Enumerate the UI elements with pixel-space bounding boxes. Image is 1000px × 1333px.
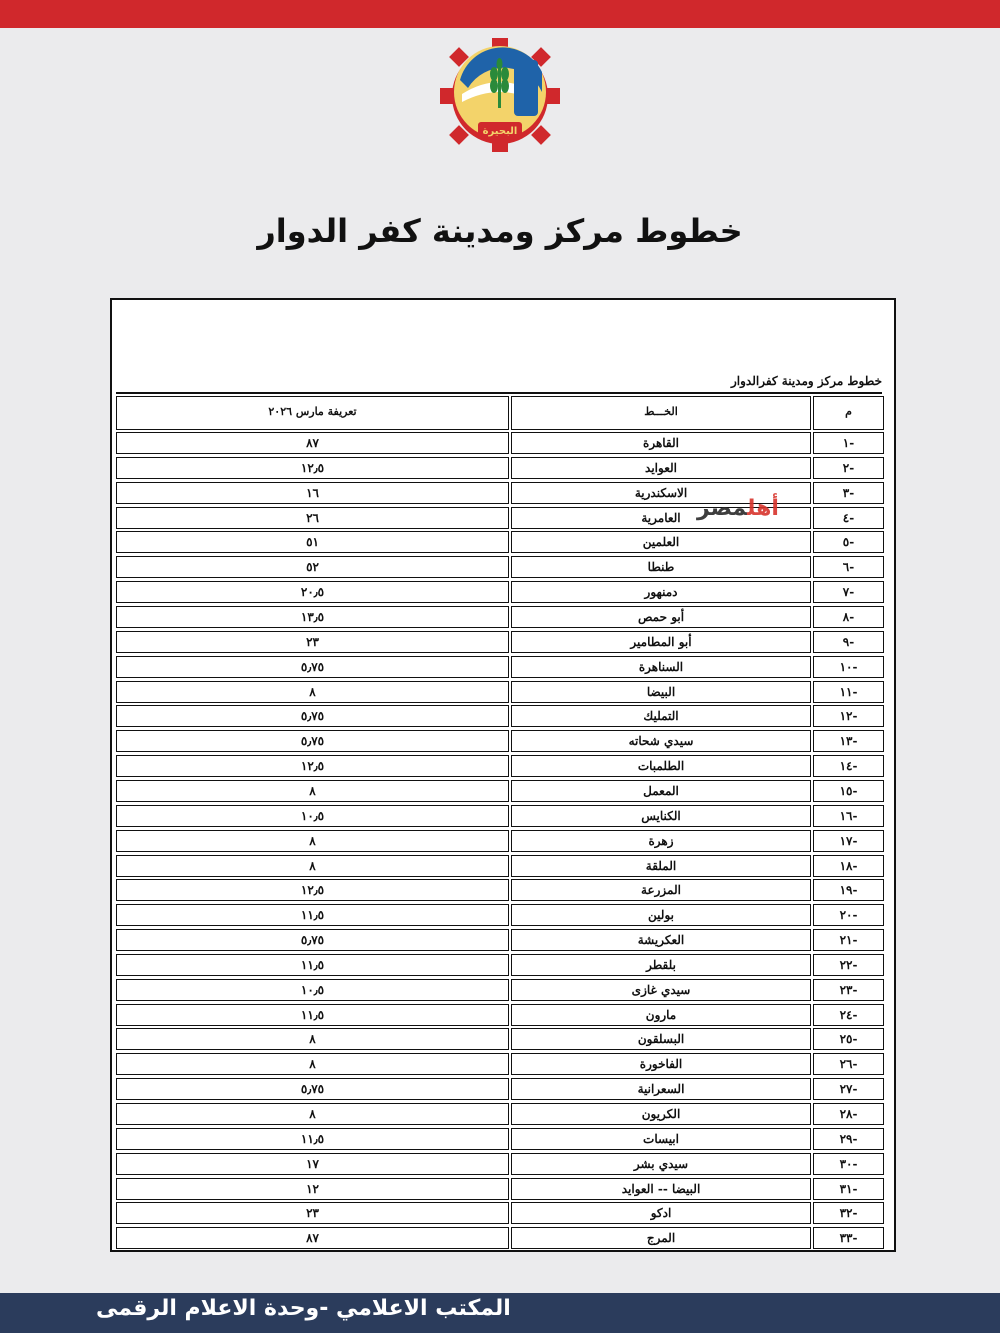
row-number-cell: -٢٠ — [813, 904, 884, 926]
line-name-cell: الفاخورة — [511, 1053, 811, 1075]
row-number-cell: -١ — [813, 432, 884, 454]
fare-cell: ١٦ — [116, 482, 509, 504]
row-number-cell: -٢٩ — [813, 1128, 884, 1150]
row-number-cell: -٢٢ — [813, 954, 884, 976]
fare-cell: ٥١ — [116, 531, 509, 553]
row-number-cell: -٢٨ — [813, 1103, 884, 1125]
row-number-cell: -٢٥ — [813, 1028, 884, 1050]
line-name-cell: الكنايس — [511, 805, 811, 827]
row-number-cell: -١٧ — [813, 830, 884, 852]
line-name-cell: القاهرة — [511, 432, 811, 454]
line-name-cell: مارون — [511, 1004, 811, 1026]
row-number-cell: -٢٧ — [813, 1078, 884, 1100]
line-name-cell: بولين — [511, 904, 811, 926]
fare-cell: ١١٫٥ — [116, 954, 509, 976]
row-number-cell: -١٣ — [813, 730, 884, 752]
line-name-cell: ادكو — [511, 1202, 811, 1224]
line-name-cell: الطلمبات — [511, 755, 811, 777]
row-number-cell: -٨ — [813, 606, 884, 628]
line-name-cell: العكريشة — [511, 929, 811, 951]
fare-cell: ٨ — [116, 1028, 509, 1050]
row-number-cell: -١٦ — [813, 805, 884, 827]
row-number-cell: -١٢ — [813, 705, 884, 727]
line-name-cell: سيدي غازى — [511, 979, 811, 1001]
logo-text: البحيرة — [482, 126, 518, 137]
fare-cell: ٥٫٧٥ — [116, 1078, 509, 1100]
line-name-cell: الاسكندرية — [511, 482, 811, 504]
line-name-cell: العوايد — [511, 457, 811, 479]
row-number-cell: -١٨ — [813, 855, 884, 877]
line-name-cell: بلقطر — [511, 954, 811, 976]
footer-text: المكتب الاعلامي -وحدة الاعلام الرقمى — [96, 1296, 511, 1321]
beheira-governorate-logo — [438, 30, 562, 154]
line-name-cell: سيدي بشر — [511, 1153, 811, 1175]
fare-cell: ٢٦ — [116, 507, 509, 529]
row-number-cell: -٢١ — [813, 929, 884, 951]
row-number-cell: -١٥ — [813, 780, 884, 802]
row-number-cell: -٣٢ — [813, 1202, 884, 1224]
fare-cell: ٨ — [116, 1103, 509, 1125]
line-name-cell: البيضا -- العوايد — [511, 1178, 811, 1200]
fare-cell: ١٢٫٥ — [116, 457, 509, 479]
fare-cell: ١٢٫٥ — [116, 755, 509, 777]
fare-cell: ٨٧ — [116, 432, 509, 454]
row-number-cell: -١٠ — [813, 656, 884, 678]
fare-cell: ٥٫٧٥ — [116, 656, 509, 678]
fare-cell: ١٢ — [116, 1178, 509, 1200]
fare-cell: ١٧ — [116, 1153, 509, 1175]
column-header-line: الخـــط — [511, 396, 811, 430]
line-name-cell: المعمل — [511, 780, 811, 802]
line-name-cell: سيدي شحاته — [511, 730, 811, 752]
row-number-cell: -١١ — [813, 681, 884, 703]
fare-cell: ٨ — [116, 1053, 509, 1075]
line-name-cell: البسلقون — [511, 1028, 811, 1050]
fare-cell: ١١٫٥ — [116, 904, 509, 926]
row-number-cell: -٢ — [813, 457, 884, 479]
line-name-cell: المزرعة — [511, 879, 811, 901]
fare-cell: ٨ — [116, 830, 509, 852]
document-caption: خطوط مركز ومدينة كفرالدوار — [730, 374, 882, 388]
line-name-cell: الكريون — [511, 1103, 811, 1125]
fare-cell: ٨ — [116, 681, 509, 703]
line-name-cell: البيضا — [511, 681, 811, 703]
line-name-cell: السعرانية — [511, 1078, 811, 1100]
line-name-cell: دمنهور — [511, 581, 811, 603]
fare-cell: ١٠٫٥ — [116, 805, 509, 827]
row-number-cell: -٩ — [813, 631, 884, 653]
fare-cell: ٥٫٧٥ — [116, 730, 509, 752]
column-header-number: م — [813, 396, 884, 430]
row-number-cell: -٧ — [813, 581, 884, 603]
fare-cell: ٥٫٧٥ — [116, 929, 509, 951]
row-number-cell: -١٩ — [813, 879, 884, 901]
row-number-cell: -٢٣ — [813, 979, 884, 1001]
fare-cell: ١٣٫٥ — [116, 606, 509, 628]
caption-divider — [116, 392, 882, 394]
line-name-cell: العلمين — [511, 531, 811, 553]
row-number-cell: -٣١ — [813, 1178, 884, 1200]
line-name-cell: زهرة — [511, 830, 811, 852]
fare-cell: ٢٣ — [116, 631, 509, 653]
ahl-masr-watermark: أهلمصر — [697, 496, 779, 521]
fare-cell: ٨ — [116, 855, 509, 877]
page-title: خطوط مركز ومدينة كفر الدوار — [257, 212, 743, 250]
line-name-cell: أبو حمص — [511, 606, 811, 628]
fare-cell: ٨٧ — [116, 1227, 509, 1249]
row-number-cell: -٣٠ — [813, 1153, 884, 1175]
line-name-cell: السناهرة — [511, 656, 811, 678]
row-number-cell: -٣ — [813, 482, 884, 504]
row-number-cell: -٦ — [813, 556, 884, 578]
line-name-cell: المرج — [511, 1227, 811, 1249]
fare-cell: ١٠٫٥ — [116, 979, 509, 1001]
line-name-cell: طنطا — [511, 556, 811, 578]
fare-cell: ١٢٫٥ — [116, 879, 509, 901]
fare-cell: ٢٠٫٥ — [116, 581, 509, 603]
line-name-cell: الملقة — [511, 855, 811, 877]
row-number-cell: -٢٦ — [813, 1053, 884, 1075]
row-number-cell: -٣٣ — [813, 1227, 884, 1249]
row-number-cell: -١٤ — [813, 755, 884, 777]
line-name-cell: أبو المطامير — [511, 631, 811, 653]
line-name-cell: ابيسات — [511, 1128, 811, 1150]
fare-cell: ٥٢ — [116, 556, 509, 578]
row-number-cell: -٢٤ — [813, 1004, 884, 1026]
fare-cell: ٥٫٧٥ — [116, 705, 509, 727]
fare-cell: ١١٫٥ — [116, 1004, 509, 1026]
fare-document — [110, 298, 896, 1252]
row-number-cell: -٥ — [813, 531, 884, 553]
top-red-bar — [0, 0, 1000, 28]
fare-cell: ٢٣ — [116, 1202, 509, 1224]
row-number-cell: -٤ — [813, 507, 884, 529]
fare-cell: ١١٫٥ — [116, 1128, 509, 1150]
fare-cell: ٨ — [116, 780, 509, 802]
column-header-fare: تعريفة مارس ٢٠٢٦ — [116, 396, 509, 430]
line-name-cell: التمليك — [511, 705, 811, 727]
line-name-cell: العامرية — [511, 507, 811, 529]
